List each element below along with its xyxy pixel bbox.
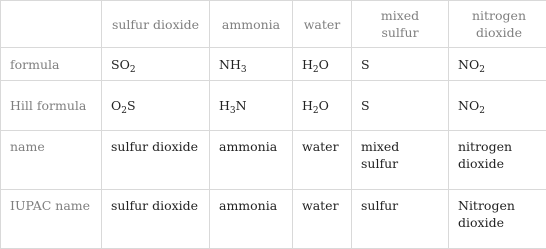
formula-cell: [352, 48, 449, 81]
column-header-ammonia: ammonia: [210, 1, 293, 48]
name-cell: mixed sulfur: [352, 131, 449, 190]
iupac-name-cell: water: [293, 190, 352, 249]
formula-text: O: [319, 98, 329, 113]
formula-subscript: 2: [479, 65, 485, 75]
formula-text: H: [219, 98, 230, 113]
table-row-iupac-name: [1, 190, 546, 249]
formula-subscript: 3: [230, 106, 236, 116]
formula-text: N: [236, 98, 247, 113]
formula-text: NO: [458, 98, 479, 113]
iupac-name-cell: sulfur: [352, 190, 449, 249]
formula-subscript: 2: [313, 65, 319, 75]
formula-subscript: 3: [241, 65, 247, 75]
formula-text: H: [302, 98, 313, 113]
table-row-name: [1, 131, 546, 190]
row-header-formula: formula: [1, 48, 102, 81]
formula-subscript: 2: [121, 106, 127, 116]
table-row-formula: [1, 48, 546, 81]
formula-subscript: 2: [313, 106, 319, 116]
column-header-water: water: [293, 1, 352, 48]
formula-text: H: [302, 57, 313, 72]
column-header-mixed-sulfur: mixed sulfur: [352, 1, 449, 48]
hill-formula-cell: [293, 81, 352, 131]
formula-text: O: [319, 57, 329, 72]
column-header-sulfur-dioxide: sulfur dioxide: [102, 1, 210, 48]
formula-cell: [449, 48, 546, 81]
iupac-name-cell: sulfur dioxide: [102, 190, 210, 249]
formula-cell: [210, 48, 293, 81]
hill-formula-cell: [210, 81, 293, 131]
formula-text: S: [361, 98, 370, 113]
formula-subscript: 2: [130, 65, 136, 75]
formula-text: S: [361, 57, 370, 72]
formula-text: S: [127, 98, 136, 113]
formula-text: NO: [458, 57, 479, 72]
corner-header-cell: [1, 1, 102, 48]
formula-text: NH: [219, 57, 241, 72]
column-header-nitrogen-dioxide: nitrogen dioxide: [449, 1, 546, 48]
iupac-name-cell: ammonia: [210, 190, 293, 249]
header-row: [1, 1, 546, 48]
iupac-name-cell: Nitrogen dioxide: [449, 190, 546, 249]
name-cell: sulfur dioxide: [102, 131, 210, 190]
name-cell: ammonia: [210, 131, 293, 190]
hill-formula-cell: [352, 81, 449, 131]
formula-subscript: 2: [479, 106, 485, 116]
hill-formula-cell: [102, 81, 210, 131]
row-header-name: name: [1, 131, 102, 190]
formula-text: O: [111, 98, 121, 113]
name-cell: water: [293, 131, 352, 190]
table-row-hill-formula: [1, 81, 546, 131]
formula-cell: [102, 48, 210, 81]
hill-formula-cell: [449, 81, 546, 131]
row-header-iupac-name: IUPAC name: [1, 190, 102, 249]
formula-cell: [293, 48, 352, 81]
name-cell: nitrogen dioxide: [449, 131, 546, 190]
row-header-hill-formula: Hill formula: [1, 81, 102, 131]
formula-text: SO: [111, 57, 130, 72]
